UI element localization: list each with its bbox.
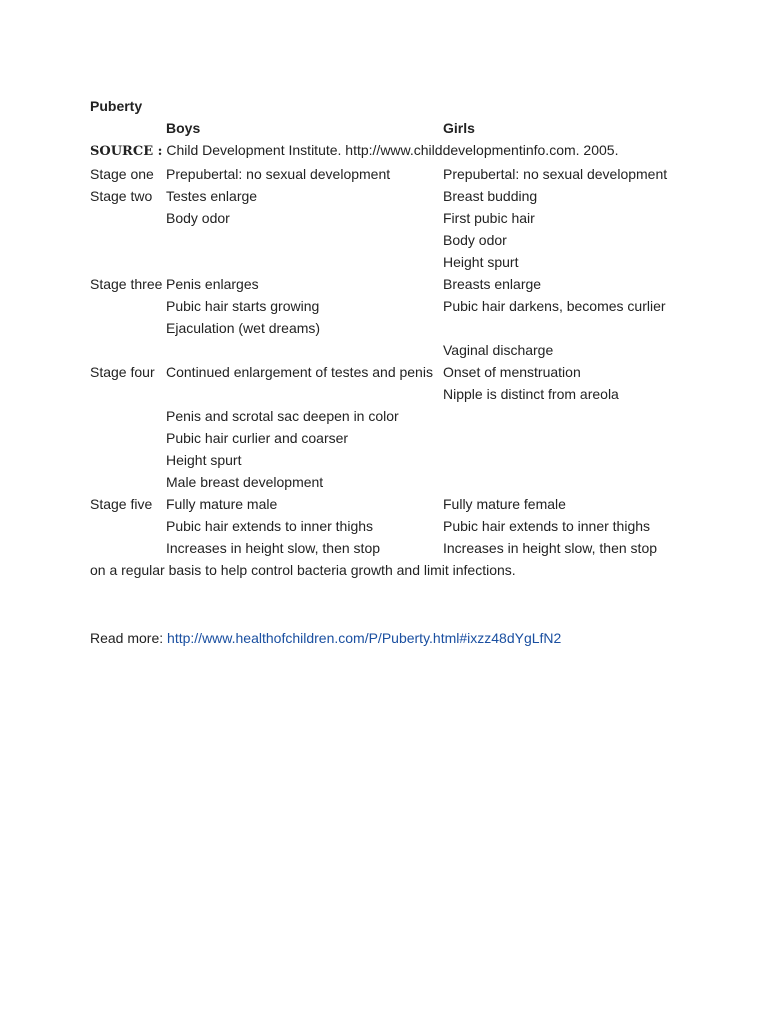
- table-row: [90, 493, 690, 515]
- girls-cell: Increases in height slow, then stop: [443, 540, 658, 556]
- boys-cell: Continued enlargement of testes and penis: [166, 364, 433, 380]
- stage-column-header: [90, 117, 166, 139]
- stage-cell: [90, 317, 166, 339]
- stage-cell: Stage four: [90, 364, 155, 380]
- girls-cell: Onset of menstruation: [443, 364, 581, 380]
- girls-cell: Height spurt: [443, 254, 519, 270]
- read-more-label: Read more:: [90, 630, 168, 646]
- table-row: [90, 339, 690, 361]
- page-title: Puberty: [90, 98, 143, 114]
- table-row: [90, 383, 690, 405]
- boys-cell: [166, 251, 443, 273]
- girls-cell: [443, 471, 690, 493]
- boys-cell: Body odor: [166, 210, 230, 226]
- boys-column-header: Boys: [166, 120, 201, 136]
- boys-cell: [166, 339, 443, 361]
- girls-cell: Breast budding: [443, 188, 538, 204]
- read-more-line: [90, 627, 690, 649]
- girls-column-header: Girls: [443, 120, 475, 136]
- girls-cell: Pubic hair extends to inner thighs: [443, 518, 651, 534]
- table-row: [90, 537, 690, 559]
- stage-cell: [90, 471, 166, 493]
- stage-cell: [90, 339, 166, 361]
- table-row: [90, 405, 690, 427]
- stage-cell: [90, 251, 166, 273]
- stage-cell: [90, 515, 166, 537]
- table-row: [90, 427, 690, 449]
- source-text: Child Development Institute. http://www.childdevelopmentinfo.com. 2005.: [162, 142, 619, 158]
- boys-cell: [166, 383, 443, 405]
- read-more-link[interactable]: http://www.healthofchildren.com/P/Puberty.html#ixzz48dYgLfN2: [167, 630, 562, 646]
- table-row: [90, 515, 690, 537]
- table-row: [90, 207, 690, 229]
- trailing-text: on a regular basis to help control bacteria growth and limit infections.: [90, 562, 516, 578]
- source-label: SOURCE :: [90, 144, 163, 159]
- table-row: [90, 361, 690, 383]
- girls-cell: Prepubertal: no sexual development: [443, 166, 668, 182]
- girls-cell: Nipple is distinct from areola: [443, 386, 619, 402]
- stage-cell: [90, 449, 166, 471]
- boys-cell: Fully mature male: [166, 496, 278, 512]
- stage-cell: [90, 207, 166, 229]
- boys-cell: Penis and scrotal sac deepen in color: [166, 408, 399, 424]
- stage-cell: Stage one: [90, 166, 154, 182]
- boys-cell: Pubic hair extends to inner thighs: [166, 518, 374, 534]
- stage-cell: Stage two: [90, 188, 153, 204]
- puberty-stages-table: [90, 163, 690, 559]
- table-header-row: [90, 117, 690, 139]
- stage-cell: [90, 405, 166, 427]
- girls-cell: [443, 405, 690, 427]
- girls-cell: Breasts enlarge: [443, 276, 542, 292]
- document-page: [90, 95, 690, 649]
- stage-cell: Stage three: [90, 276, 163, 292]
- girls-cell: Body odor: [443, 232, 507, 248]
- table-row: [90, 251, 690, 273]
- table-row: [90, 449, 690, 471]
- boys-cell: [166, 229, 443, 251]
- boys-cell: Pubic hair starts growing: [166, 298, 320, 314]
- table-row: [90, 273, 690, 295]
- stage-cell: [90, 537, 166, 559]
- stage-cell: [90, 383, 166, 405]
- girls-cell: Pubic hair darkens, becomes curlier: [443, 298, 666, 314]
- table-row: [90, 229, 690, 251]
- girls-cell: Fully mature female: [443, 496, 566, 512]
- boys-cell: Male breast development: [166, 474, 324, 490]
- girls-cell: [443, 317, 690, 339]
- stage-cell: [90, 295, 166, 317]
- stage-cell: [90, 229, 166, 251]
- boys-cell: Height spurt: [166, 452, 242, 468]
- stage-cell: Stage five: [90, 496, 153, 512]
- girls-cell: [443, 427, 690, 449]
- table-row: [90, 185, 690, 207]
- boys-cell: Prepubertal: no sexual development: [166, 166, 391, 182]
- girls-cell: First pubic hair: [443, 210, 535, 226]
- source-citation: [90, 139, 690, 163]
- boys-cell: Penis enlarges: [166, 276, 259, 292]
- boys-cell: Ejaculation (wet dreams): [166, 320, 321, 336]
- boys-cell: Testes enlarge: [166, 188, 258, 204]
- girls-cell: [443, 449, 690, 471]
- stage-cell: [90, 427, 166, 449]
- table-row: [90, 295, 690, 317]
- boys-cell: Increases in height slow, then stop: [166, 540, 381, 556]
- table-row: [90, 163, 690, 185]
- table-row: [90, 317, 690, 339]
- boys-cell: Pubic hair curlier and coarser: [166, 430, 349, 446]
- table-row: [90, 471, 690, 493]
- girls-cell: Vaginal discharge: [443, 342, 554, 358]
